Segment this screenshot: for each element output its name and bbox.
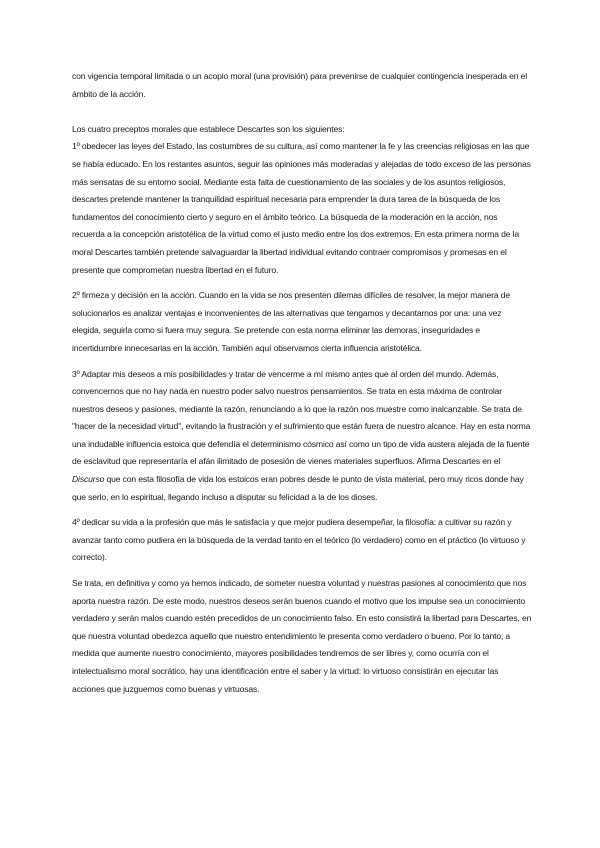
precept-3-text-start: 3º Adaptar mis deseos a mis posibilidades y tratar de vencerme a mí mismo antes que al orden del mundo. Además, convencernos que no hay nada en nuestro poder salvo nuestros pensamientos. Se trata en esta máxima de controlar nuestros deseos y pasiones, mediante la razón, renunciando a lo que la razón nos muestre como inalcanzable. Se trata de "hacer de la necesidad virtud", evitando la frustración y el sufrimiento que están fuera de nuestro alcance. Hay en esta norma una indudable influencia estoica que defendía el determinismo cósmico así como un tipo de vida austera alejada de la fuente de esclavitud que representaría el afán ilimitado de posesión de vienes materiales superfluos. Afirma Descartes en el [72,368,531,467]
conclusion-paragraph: Se trata, en definitiva y como ya hemos indicado, de someter nuestra voluntad y nuestras pasiones al conocimiento que nos aporta nuestra razón. De este modo, nuestros deseos serán buenos cuando el motivo que los impulse sea un conocimiento verdadero y serán malos cuando estén precedidos de un conocimiento falso. En esto consistirá la libertad para Descartes, en que nuestra voluntad obedezca aquello que nuestro entendimiento le presenta como verdadero o bueno. Por lo tanto, a medida que aumente nuestro conocimiento, mayores posibilidades tendremos de ser libres y, como ocurría con el intelectualismo moral socrático, hay una identificación entre el saber y la virtud: lo virtuoso consistirán en ejecutar las acciones que juzguemos como buenas y virtuosas. [72,578,532,694]
precept-4-paragraph: 4º dedicar su vida a la profesión que más le satisfacía y que mejor pudiera desempeñar, la filosofía: a cultivar su razón y avanzar tanto como pudiera en la búsqueda de la verdad tanto en el teórico (lo verdadero) como en el práctico (lo virtuoso y correcto). [72,517,526,563]
intro-paragraph: con vigencia temporal limitada o un acopio moral (una provisión) para prevenirse de cualquier contingencia inesperada en el ámbito de la acción. [72,71,527,99]
precept-3-paragraph [72,366,532,507]
discurso-title: Discurso [72,474,105,485]
document-page [72,68,532,698]
precept-3-text-end: que con esta filosofía de vida los estoicos eran pobres desde le punto de vista material, pero muy ricos donde hay que serlo, en lo espiritual, llegando incluso a disputar su felicidad a la de los dioses. [72,474,524,502]
precepts-lead: Los cuatro preceptos morales que establece Descartes son los siguientes: [72,123,345,134]
precept-1-paragraph: 1º obedecer las leyes del Estado, las costumbres de su cultura, así como mantener la fe y las creencias religiosas en las que se había educado. En los restantes asuntos, seguir las opiniones más moderadas y alejadas de todo exceso de las personas más sensatas de su entorno social. Mediante esta falta de cuestionamiento de las sociales y de los asuntos religiosos, descartes pretende mantener la tranquilidad espiritual necesaria para emprender la dura tarea de la búsqueda de los fundamentos del conocimiento cierto y seguro en el ámbito teórico. La búsqueda de la moderación en la acción, nos recuerda a la concepción aristotélica de la virtud como el justo medio entre los dos extremos. En esta primera norma de la moral Descartes también pretende salvaguardar la libertad individual evitando contraer compromisos y promesas en el presente que comprometan nuestra libertad en el futuro. [72,141,531,275]
precept-2-paragraph: 2º firmeza y decisión en la acción. Cuando en la vida se nos presenten dilemas difíciles de resolver, la mejor manera de solucionarlos es analizar ventajas e inconvenientes de las alternativas que tengamos y decantarnos por una: una vez elegida, seguirla como si fuera muy segura. Se pretende con esta norma eliminar las demoras, inseguridades e incertidumbre innecesarias en la acción. También aquí observamos cierta influencia aristotélica. [72,290,510,353]
